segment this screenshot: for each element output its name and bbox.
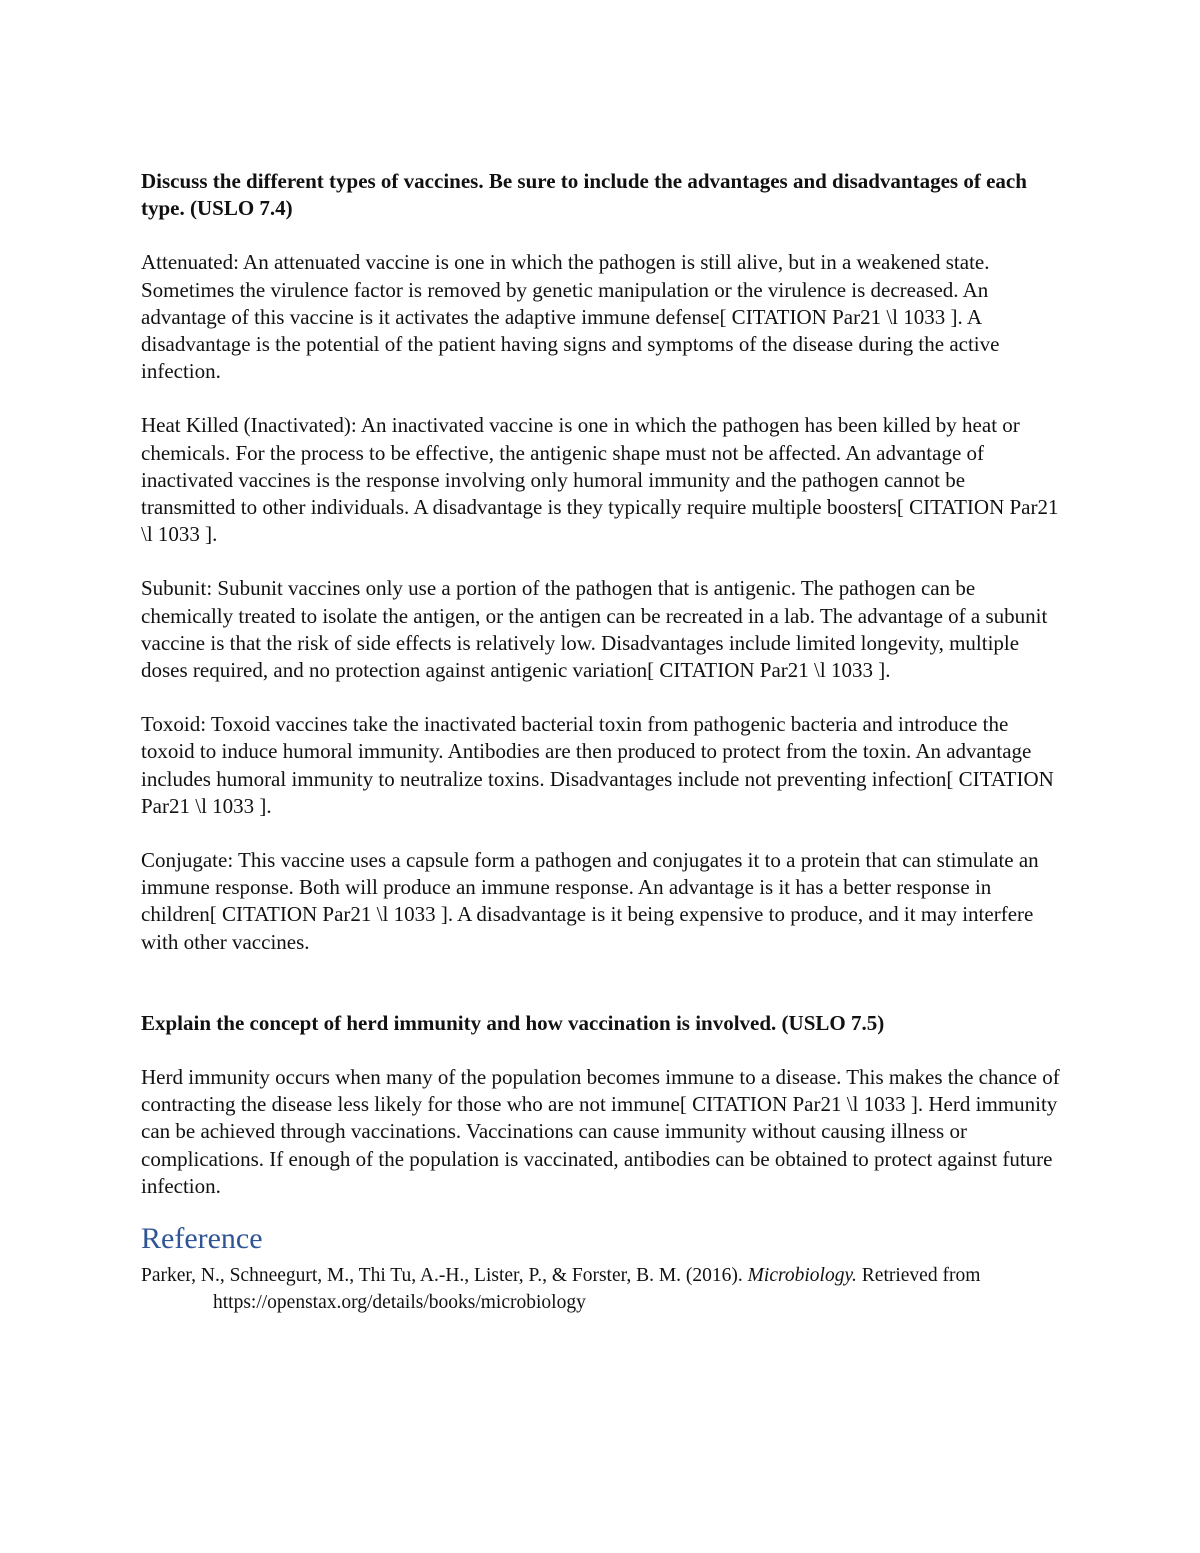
citation-retrieved: Retrieved from https://openstax.org/details/books/microbiology [213, 1265, 981, 1314]
spacer [141, 820, 1061, 847]
paragraph-toxoid: Toxoid: Toxoid vaccines take the inactivated bacterial toxin from pathogenic bacteria and introduce the toxoid to induce humoral immunity. Antibodies are then produced to protect from the toxin. An advantage includes humoral immunity to neutralize toxins. Disadvantages include not preventing infection[ CITATION Par21 \l 1033 ]. [141, 712, 1054, 818]
spacer [141, 222, 1061, 249]
paragraph-conjugate: Conjugate: This vaccine uses a capsule form a pathogen and conjugates it to a protein that can stimulate an immune response. Both will produce an immune response. An advantage is it has a better response in children[ CITATION Par21 \l 1033 ]. A disadvantage is it being expensive to produce, and it may interfere with other vaccines. [141, 848, 1039, 954]
spacer [141, 956, 1061, 1010]
reference-citation [141, 1262, 1061, 1316]
citation-authors: Parker, N., Schneegurt, M., Thi Tu, A.-H., Lister, P., & Forster, B. M. (2016). [141, 1265, 748, 1287]
paragraph-heat-killed: Heat Killed (Inactivated): An inactivated vaccine is one in which the pathogen has been killed by heat or chemicals. For the process to be effective, the antigenic shape must not be affected. An advantage of inactivated vaccines is the response involving only humoral immunity and the pathogen cannot be transmitted to other individuals. A disadvantage is they typically require multiple boosters[ CITATION Par21 \l 1033 ]. [141, 413, 1059, 547]
paragraph-subunit: Subunit: Subunit vaccines only use a portion of the pathogen that is antigenic. The pathogen can be chemically treated to isolate the antigen, or the antigen can be recreated in a lab. The advantage of a subunit vaccine is that the risk of side effects is relatively low. Disadvantages include limited longevity, multiple doses required, and no protection against antigenic variation[ CITATION Par21 \l 1033 ]. [141, 576, 1048, 683]
question-heading-herd-immunity: Explain the concept of herd immunity and how vaccination is involved. (USLO 7.5) [141, 1010, 885, 1035]
spacer [141, 1037, 1061, 1064]
citation-title: Microbiology. [747, 1265, 857, 1287]
document-page [141, 168, 1061, 1317]
spacer [141, 385, 1061, 412]
paragraph-attenuated: Attenuated: An attenuated vaccine is one in which the pathogen is still alive, but in a weakened state. Sometimes the virulence factor is removed by genetic manipulation or the virulence is decreased. An advantage of this vaccine is it activates the adaptive immune defense[ CITATION Par21 \l 1033 ]. A disadvantage is the potential of the patient having signs and symptoms of the disease during the active infection. [141, 250, 1000, 384]
spacer [141, 548, 1061, 575]
reference-heading: Reference [141, 1222, 263, 1256]
question-heading-vaccine-types: Discuss the different types of vaccines. Be sure to include the advantages and disadvantages of each type. (USLO 7.4) [141, 169, 1027, 221]
spacer [141, 684, 1061, 711]
paragraph-herd-immunity: Herd immunity occurs when many of the population becomes immune to a disease. This makes the chance of contracting the disease less likely for those who are not immune[ CITATION Par21 \l 1033 ]. Herd immunity can be achieved through vaccinations. Vaccinations can cause immunity without causing illness or complications. If enough of the population is vaccinated, antibodies can be obtained to protect against future infection. [141, 1065, 1060, 1198]
